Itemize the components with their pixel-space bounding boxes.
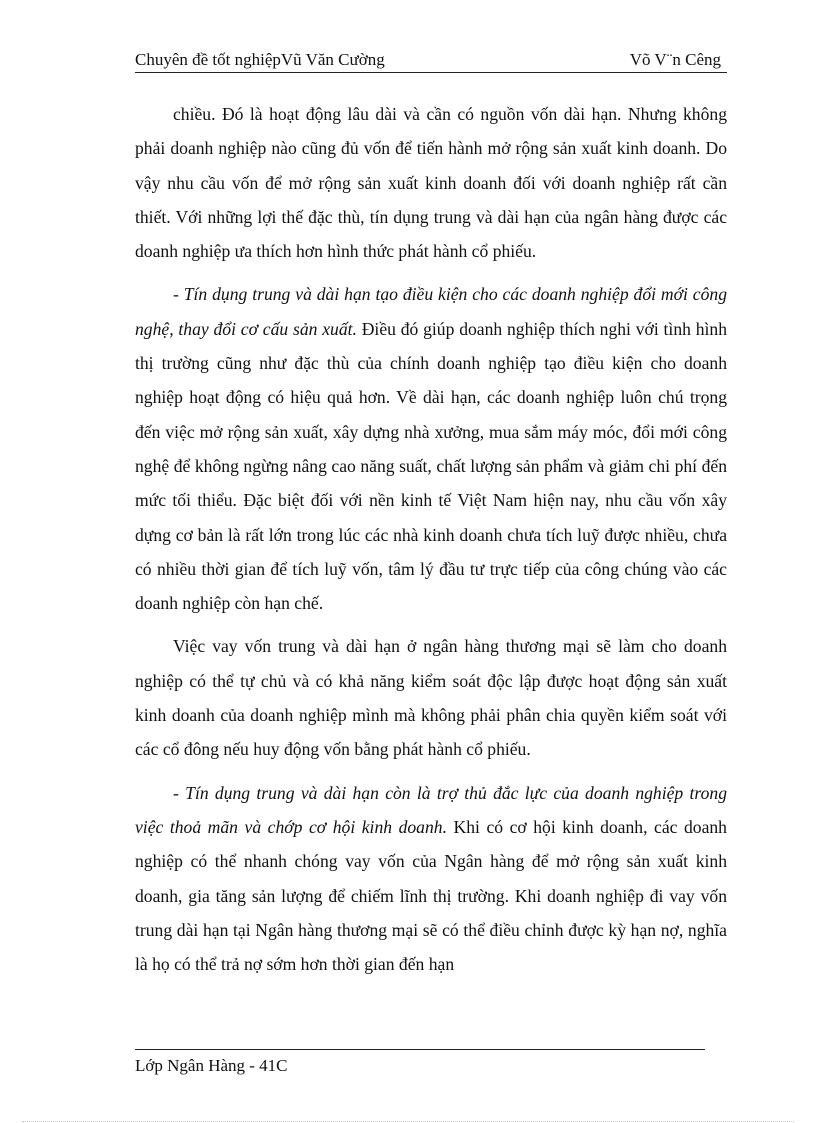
footer-divider bbox=[135, 1049, 705, 1050]
paragraph-1-text: chiều. Đó là hoạt động lâu dài và cần có nguồn vốn dài hạn. Nhưng không phải doanh nghiệp nào cũng đủ vốn để tiến hành mở rộng sản xuất kinh doanh. Do vậy nhu cầu vốn để mở rộng sản xuất kinh doanh đối với doanh nghiệp rất cần thiết. Với những lợi thế đặc thù, tín dụng trung và dài hạn của ngân hàng được các doanh nghiệp ưa thích hơn hình thức phát hành cổ phiếu. bbox=[135, 104, 727, 262]
page-header bbox=[135, 48, 727, 73]
paragraph-2-italic: - Tín dụng trung và dài hạn tạo điều kiện cho các doanh nghiệp đổi mới công nghệ, thay đổi cơ cấu sản xuất. bbox=[135, 284, 727, 339]
header-title: Chuyên đề tốt nghiệpVũ Văn Cường bbox=[135, 50, 385, 69]
page-bottom-edge bbox=[22, 1121, 794, 1122]
paragraph-2-text: Điều đó giúp doanh nghiệp thích nghi với tình hình thị trường cũng như đặc thù của chính doanh nghiệp tạo điều kiện cho doanh nghiệp hoạt động có hiệu quả hơn. Về dài hạn, các doanh nghiệp luôn chú trọng đến việc mở rộng sản xuất, xây dựng nhà xưởng, mua sắm máy móc, đổi mới công nghệ để không ngừng nâng cao năng suất, chất lượng sản phẩm và giảm chi phí đến mức tối thiểu. Đặc biệt đối với nền kinh tế Việt Nam hiện nay, nhu cầu vốn xây dựng cơ bản là rất lớn trong lúc các nhà kinh doanh chưa tích luỹ được nhiều, chưa có nhiều thời gian để tích luỹ vốn, tâm lý đầu tư trực tiếp của công chúng vào các doanh nghiệp còn hạn chế. bbox=[135, 318, 727, 614]
paragraph-2 bbox=[135, 277, 727, 620]
paragraph-4-text: Khi có cơ hội kinh doanh, các doanh nghiệp có thể nhanh chóng vay vốn của Ngân hàng để mở rộng sản xuất kinh doanh, gia tăng sản lượng để chiếm lĩnh thị trường. Khi doanh nghiệp đi vay vốn trung dài hạn tại Ngân hàng thương mại sẽ có thể điều chỉnh được kỳ hạn nợ, nghĩa là họ có thể trả nợ sớm hơn thời gian đến hạn bbox=[135, 816, 727, 975]
header-author: Võ V¨n Cêng bbox=[629, 50, 721, 69]
paragraph-3 bbox=[135, 629, 727, 766]
paragraph-4 bbox=[135, 776, 727, 982]
paragraph-3-text: Việc vay vốn trung và dài hạn ở ngân hàng thương mại sẽ làm cho doanh nghiệp có thể tự chủ và có khả năng kiểm soát độc lập được hoạt động sản xuất kinh doanh của doanh nghiệp mình mà không phải phân chia quyền kiểm soát với các cổ đông nếu huy động vốn bằng phát hành cổ phiếu. bbox=[135, 636, 727, 760]
paragraph-4-italic: - Tín dụng trung và dài hạn còn là trợ thủ đắc lực của doanh nghiệp trong việc thoả mãn và chớp cơ hội kinh doanh. bbox=[135, 782, 727, 837]
body-text bbox=[135, 97, 727, 981]
paragraph-1 bbox=[135, 97, 727, 268]
footer-class-label: Lớp Ngân Hàng - 41C bbox=[135, 1056, 288, 1075]
